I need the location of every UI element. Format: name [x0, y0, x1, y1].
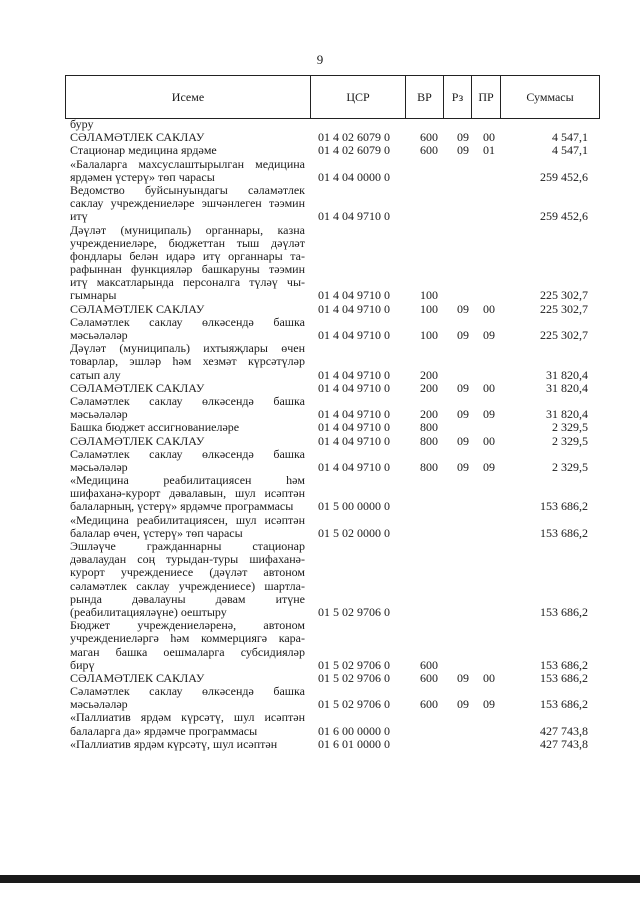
scan-bottom-border [0, 875, 640, 883]
row-pr: 09 [483, 459, 495, 474]
row-name-line: Дәүләт (муниципаль) органнары, казна [70, 222, 305, 237]
table-row [0, 619, 640, 672]
row-name [70, 738, 305, 751]
row-pr: 09 [483, 407, 495, 422]
table-row [0, 738, 640, 751]
row-rz: 09 [457, 380, 469, 395]
row-sum: 2 329,5 [552, 433, 588, 448]
row-name-line: мәсьәләләр [70, 407, 128, 422]
row-name-line: саклау учреждениеләре эшчәнлеген тәэмин [70, 196, 305, 211]
row-csr: 01 5 00 0000 0 [318, 499, 390, 514]
row-vr: 600 [420, 697, 438, 712]
row-name-line: фондлары белән идарә итү органнары та- [70, 248, 305, 263]
row-vr: 600 [420, 130, 438, 145]
row-name-line: «Балаларга махсуслаштырылган медицина [70, 156, 305, 171]
row-name-line: балаларга да» ярдәмче программасы [70, 723, 258, 738]
table-row [0, 474, 640, 514]
row-sum: 153 686,2 [540, 525, 588, 540]
row-rz: 09 [457, 670, 469, 685]
row-pr: 01 [483, 143, 495, 158]
row-sum: 4 547,1 [552, 143, 588, 158]
row-name-line: курорт учреждениесе (дәүләт автоном [70, 565, 305, 580]
row-name-line: Бюджет учреждениеләренә, автоном [70, 618, 305, 633]
table-row [0, 224, 640, 303]
table-row [0, 316, 640, 342]
row-name-line: СӘЛАМӘТЛЕК САКЛАУ [70, 301, 205, 316]
row-pr: 00 [483, 301, 495, 316]
table-row [0, 514, 640, 540]
row-pr: 09 [483, 328, 495, 342]
table-row [0, 303, 640, 316]
row-sum: 153 686,2 [540, 499, 588, 514]
row-name-line: «Паллиатив ярдәм күрсәтү, шул исәптән [70, 710, 305, 725]
header-csr: ЦСР [311, 76, 406, 118]
row-vr: 600 [420, 670, 438, 685]
row-name-line: сатып алу [70, 367, 121, 382]
row-sum: 31 820,4 [546, 407, 588, 422]
row-csr: 01 4 04 9710 0 [318, 433, 390, 448]
row-name-line: сәламәтлек саклау учреждениесе) шартла- [70, 578, 305, 593]
table-header [65, 75, 600, 119]
row-csr: 01 4 04 9710 0 [318, 459, 390, 474]
row-sum: 427 743,8 [540, 723, 588, 738]
row-sum: 225 302,7 [540, 301, 588, 316]
row-name-line: буру [70, 117, 94, 131]
header-pr: ПР [472, 76, 501, 118]
row-name-line: гымнары [70, 288, 117, 303]
row-name-line: мәсьәләләр [70, 328, 128, 342]
row-name-line: СӘЛАМӘТЛЕК САКЛАУ [70, 670, 205, 685]
row-sum: 259 452,6 [540, 169, 588, 184]
row-name-line: итү максатларында персоналга түләү чы- [70, 275, 305, 290]
row-name [70, 224, 305, 303]
row-sum: 153 686,2 [540, 657, 588, 672]
row-vr: 200 [420, 407, 438, 422]
table-row [0, 540, 640, 619]
row-vr: 200 [420, 367, 438, 382]
table-body [0, 118, 640, 751]
row-name-line: Башка бюджет ассигнованиеләре [70, 420, 240, 435]
row-vr: 800 [420, 459, 438, 474]
row-name-line: балалар өчен, үстерү» төп чарасы [70, 525, 243, 540]
row-csr: 01 4 04 9710 0 [318, 420, 390, 435]
header-rz: Рз [444, 76, 472, 118]
table-row [0, 435, 640, 448]
row-sum: 2 329,5 [552, 420, 588, 435]
row-name-line: мәсьәләләр [70, 697, 128, 712]
table-row [0, 421, 640, 434]
row-csr: 01 6 01 0000 0 [318, 736, 390, 751]
row-csr: 01 5 02 9706 0 [318, 670, 390, 685]
header-name: Исеме [66, 76, 311, 118]
row-name-line: Дәүләт (муниципаль) ихтыяҗлары өчен [70, 341, 305, 356]
row-sum: 4 547,1 [552, 130, 588, 145]
row-vr: 100 [420, 288, 438, 303]
row-rz: 09 [457, 328, 469, 342]
row-vr: 100 [420, 301, 438, 316]
row-rz: 09 [457, 130, 469, 145]
row-pr: 00 [483, 130, 495, 145]
row-name-line: «Медицина реабилитациясен һәм [70, 473, 305, 488]
row-vr: 600 [420, 143, 438, 158]
row-name-line: Сәламәтлек саклау өлкәсендә башка [70, 684, 305, 699]
row-name-line: учреждениеләре, бюджеттан тыш дәүләт [70, 235, 305, 250]
row-name [70, 316, 305, 342]
row-name-line: Эшләүче гражданнарны стационар [70, 539, 305, 553]
row-name [70, 395, 305, 421]
row-csr: 01 5 02 9706 0 [318, 657, 390, 672]
row-sum: 259 452,6 [540, 209, 588, 224]
table-row [0, 711, 640, 737]
row-name-line: Ведомство буйсынуындагы сәламәтлек [70, 182, 305, 197]
row-name-line: маган башка оешмаларга субсидияләр [70, 644, 305, 659]
table-row [0, 395, 640, 421]
row-csr: 01 4 04 9710 0 [318, 407, 390, 422]
row-csr: 01 4 04 9710 0 [318, 328, 390, 342]
row-rz: 09 [457, 433, 469, 448]
row-name-line: ярдәмен үстерү» төп чарасы [70, 169, 215, 184]
row-csr: 01 4 02 6079 0 [318, 130, 390, 145]
row-sum: 225 302,7 [540, 288, 588, 303]
row-name-line: итү [70, 209, 88, 224]
table-row [0, 382, 640, 395]
row-sum: 31 820,4 [546, 380, 588, 395]
row-sum: 225 302,7 [540, 328, 588, 342]
row-name [70, 421, 305, 434]
row-csr: 01 4 04 9710 0 [318, 209, 390, 224]
row-name [70, 303, 305, 316]
row-name-line: Сәламәтлек саклау өлкәсендә башка [70, 393, 305, 408]
row-name-line: «Медицина реабилитациясен, шул исәптән [70, 512, 305, 527]
row-name-line: СӘЛАМӘТЛЕК САКЛАУ [70, 433, 205, 448]
row-rz: 09 [457, 143, 469, 158]
row-csr: 01 6 00 0000 0 [318, 723, 390, 738]
row-sum: 153 686,2 [540, 670, 588, 685]
row-name-line: (реабилитацияләүне) оештыру [70, 604, 227, 619]
row-csr: 01 4 04 0000 0 [318, 169, 390, 184]
row-name [70, 342, 305, 382]
row-rz: 09 [457, 407, 469, 422]
row-csr: 01 4 04 9710 0 [318, 301, 390, 316]
row-csr: 01 4 02 6079 0 [318, 143, 390, 158]
row-name [70, 540, 305, 619]
table-row [0, 158, 640, 184]
row-name-line: Сәламәтлек саклау өлкәсендә башка [70, 446, 305, 461]
page-number: 9 [316, 52, 324, 67]
row-name [70, 448, 305, 474]
row-pr: 00 [483, 670, 495, 685]
row-name [70, 514, 305, 540]
row-csr: 01 4 04 9710 0 [318, 380, 390, 395]
row-name [70, 474, 305, 514]
row-csr: 01 5 02 9706 0 [318, 604, 390, 619]
row-sum: 2 329,5 [552, 459, 588, 474]
row-name [70, 382, 305, 395]
header-sum: Суммасы [526, 89, 574, 104]
row-csr: 01 5 02 9706 0 [318, 697, 390, 712]
row-name-line: СӘЛАМӘТЛЕК САКЛАУ [70, 380, 205, 395]
row-name-line: дәвалаудан соң турыдан-туры шифаханә- [70, 552, 305, 567]
table-row [0, 184, 640, 224]
row-name-line: шифаханә-курорт дәвалавын, шул исәптән [70, 486, 305, 501]
row-csr: 01 4 04 9710 0 [318, 288, 390, 303]
row-vr: 200 [420, 380, 438, 395]
row-sum: 31 820,4 [546, 367, 588, 382]
row-name-line: бирү [70, 657, 95, 672]
table-row [0, 448, 640, 474]
row-name-line: балаларның, үстерү» ярдәмче программасы [70, 499, 294, 514]
row-rz: 09 [457, 459, 469, 474]
row-name [70, 158, 305, 184]
row-pr: 09 [483, 697, 495, 712]
row-sum: 153 686,2 [540, 697, 588, 712]
row-name [70, 619, 305, 672]
row-name-line: рафыннан функцияләр башкаруны тәэмин [70, 262, 305, 277]
table-row [0, 144, 640, 157]
row-name-line: товарлар, эшләр һәм хезмәт күрсәтүләр [70, 354, 305, 369]
row-sum: 153 686,2 [540, 604, 588, 619]
row-name-line: СӘЛАМӘТЛЕК САКЛАУ [70, 130, 205, 145]
row-name [70, 144, 305, 157]
row-rz: 09 [457, 301, 469, 316]
row-csr: 01 5 02 0000 0 [318, 525, 390, 540]
table-row [0, 342, 640, 382]
row-name-line: мәсьәләләр [70, 459, 128, 474]
row-vr: 100 [420, 328, 438, 342]
row-name [70, 435, 305, 448]
row-name-line: Стационар медицина ярдәме [70, 143, 217, 158]
row-pr: 00 [483, 380, 495, 395]
row-name-line: учреждениеләргә һәм коммерциягә кара- [70, 631, 305, 646]
row-name [70, 711, 305, 737]
row-pr: 00 [483, 433, 495, 448]
row-name-line: рында дәвалауны дәвам итүне [70, 591, 305, 606]
header-vr: ВР [406, 76, 444, 118]
row-vr: 600 [420, 657, 438, 672]
row-name-line: Сәламәтлек саклау өлкәсендә башка [70, 314, 305, 329]
row-sum: 427 743,8 [540, 736, 588, 751]
row-name [70, 685, 305, 711]
row-vr: 800 [420, 433, 438, 448]
table-row [0, 685, 640, 711]
row-name-line: «Паллиатив ярдәм күрсәтү, шул исәптән [70, 736, 278, 751]
row-csr: 01 4 04 9710 0 [318, 367, 390, 382]
row-rz: 09 [457, 697, 469, 712]
row-name [70, 184, 305, 224]
row-vr: 800 [420, 420, 438, 435]
